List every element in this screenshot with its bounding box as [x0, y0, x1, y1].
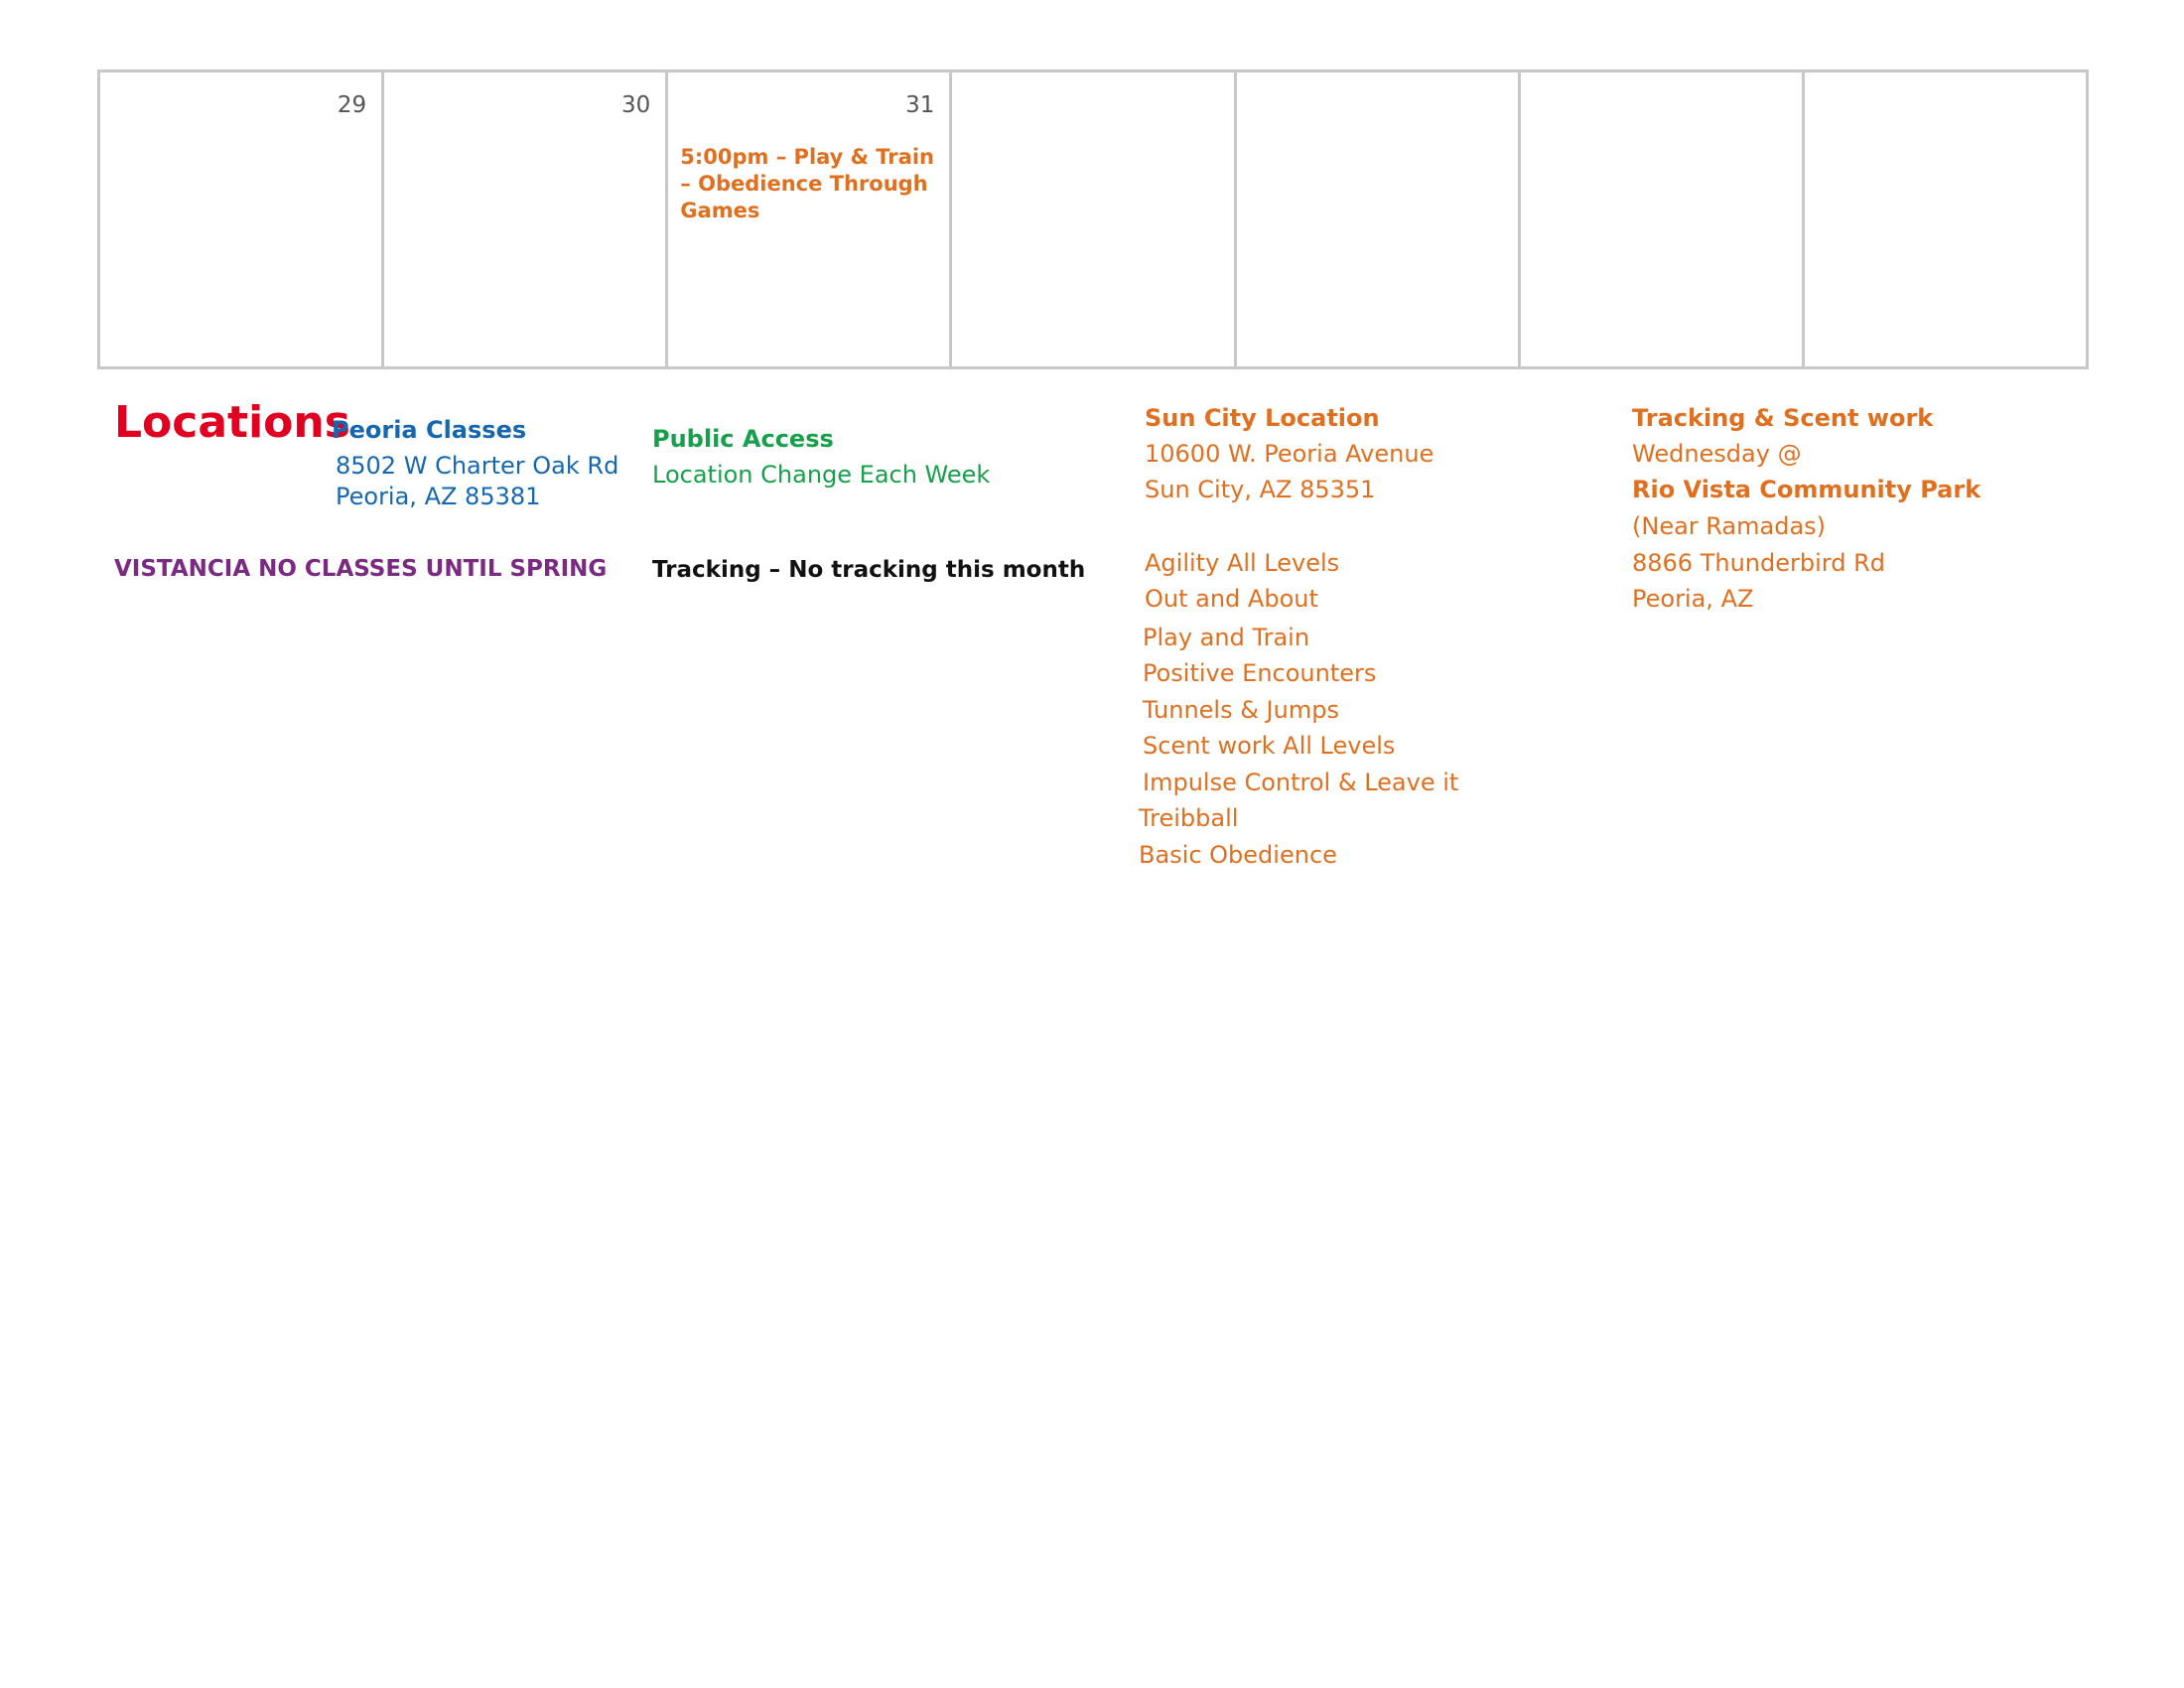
day-cell-empty[interactable]: [952, 72, 1236, 366]
class-item: Play and Train: [1143, 624, 1310, 651]
day-number: 29: [337, 92, 367, 118]
day-cell-empty[interactable]: [1805, 72, 2086, 366]
day-cell-31[interactable]: [668, 72, 952, 366]
day-cell-29[interactable]: [100, 72, 384, 366]
class-item: Tunnels & Jumps: [1143, 696, 1339, 724]
class-item: Positive Encounters: [1143, 659, 1377, 687]
tracking-scent-address-line2: Peoria, AZ: [1632, 585, 1754, 613]
peoria-classes-title: Peoria Classes: [332, 416, 527, 444]
day-number: 31: [905, 92, 935, 118]
public-access-text: Location Change Each Week: [652, 461, 991, 489]
day-cell-empty[interactable]: [1237, 72, 1521, 366]
public-access-title: Public Access: [652, 425, 834, 453]
tracking-scent-address-line1: 8866 Thunderbird Rd: [1632, 549, 1885, 577]
day-number: 30: [621, 92, 651, 118]
calendar-event[interactable]: 5:00pm – Play & Train – Obedience Through Games: [680, 145, 934, 222]
class-item: Out and About: [1145, 585, 1318, 613]
class-item: Basic Obedience: [1139, 841, 1337, 869]
tracking-scent-title: Tracking & Scent work: [1632, 404, 1934, 432]
tracking-scent-park: Rio Vista Community Park: [1632, 476, 1981, 503]
locations-heading: Locations: [114, 397, 350, 448]
tracking-scent-note: (Near Ramadas): [1632, 512, 1827, 540]
sun-city-title: Sun City Location: [1145, 404, 1380, 432]
day-cell-empty[interactable]: [1521, 72, 1805, 366]
class-item: Treibball: [1139, 804, 1239, 832]
class-item: Impulse Control & Leave it: [1143, 769, 1459, 796]
sun-city-address-line2: Sun City, AZ 85351: [1145, 476, 1376, 503]
day-cell-30[interactable]: [384, 72, 668, 366]
peoria-address-line1: 8502 W Charter Oak Rd: [336, 452, 619, 480]
tracking-notice: Tracking – No tracking this month: [652, 557, 1086, 583]
sun-city-address-line1: 10600 W. Peoria Avenue: [1145, 440, 1434, 468]
class-item: Scent work All Levels: [1143, 732, 1396, 760]
calendar-week-row: [97, 70, 2089, 369]
peoria-address-line2: Peoria, AZ 85381: [336, 483, 541, 510]
vistancia-notice: VISTANCIA NO CLASSES UNTIL SPRING: [114, 556, 608, 582]
class-item: Agility All Levels: [1145, 549, 1340, 577]
tracking-scent-day: Wednesday @: [1632, 440, 1802, 468]
